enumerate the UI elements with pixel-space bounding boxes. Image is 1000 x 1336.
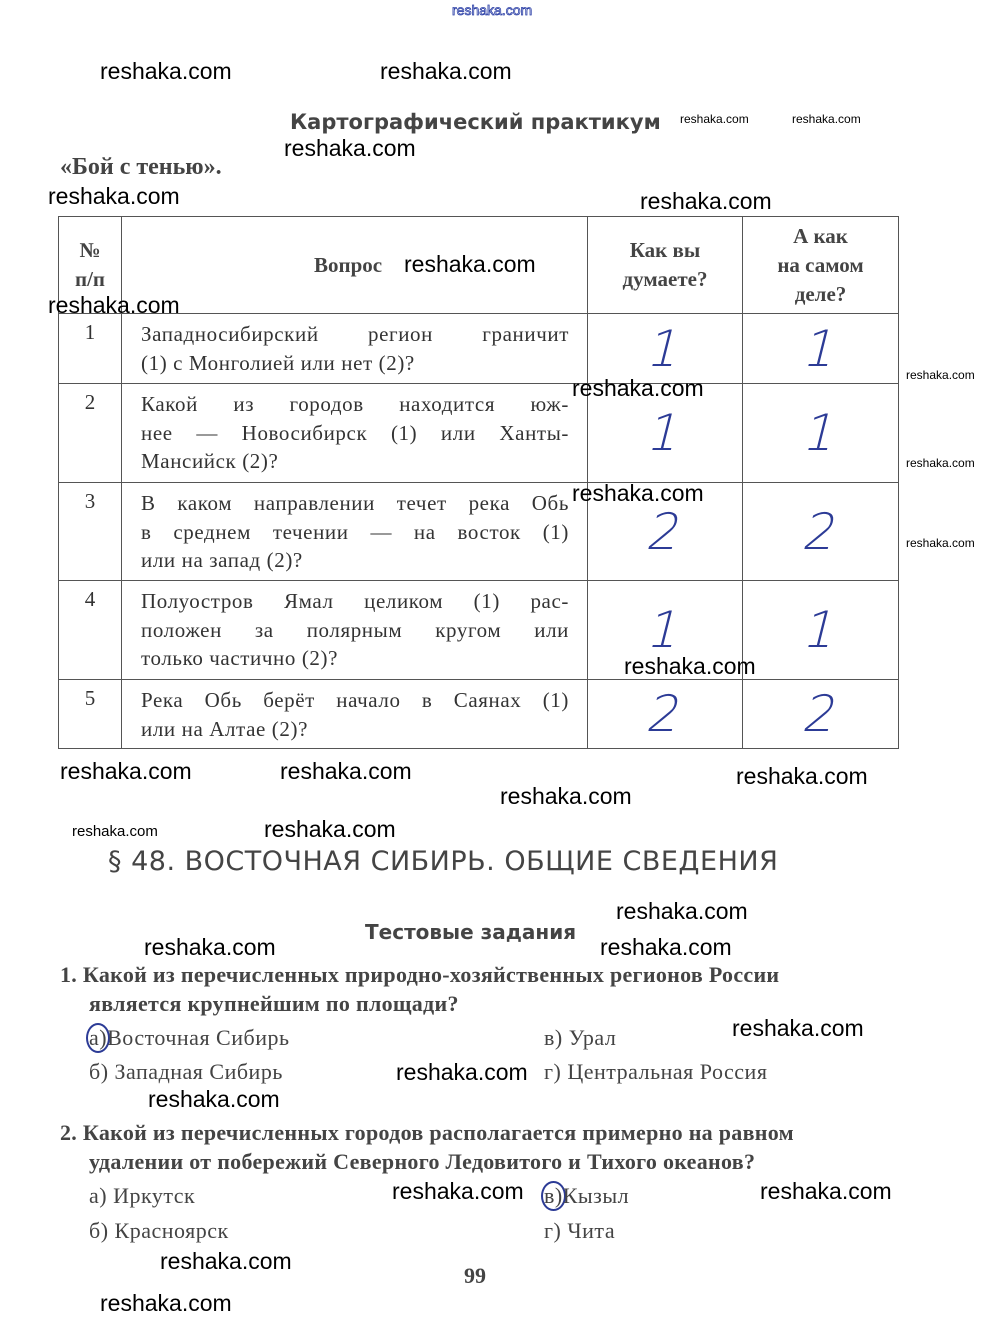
- header-num-line: №: [79, 238, 101, 262]
- questions-table: [58, 216, 899, 749]
- watermark: reshaka.com: [380, 58, 512, 84]
- option-letter: б): [89, 1218, 109, 1243]
- watermark: reshaka.com: [736, 763, 868, 789]
- handwritten-answer: 1: [797, 404, 844, 462]
- watermark: reshaka.com: [732, 1015, 864, 1041]
- watermark: reshaka.com: [160, 1248, 292, 1274]
- watermark: reshaka.com: [392, 1178, 524, 1204]
- option-letter: а): [89, 1183, 108, 1208]
- header-actual: [743, 217, 899, 314]
- option-2b[interactable]: [89, 1218, 229, 1244]
- question-line: В каком направлении течет река Обь: [141, 491, 569, 515]
- question-line: положен за полярным кругом или: [141, 617, 569, 642]
- option-2v[interactable]: [544, 1183, 629, 1209]
- question-cell: [122, 314, 588, 384]
- watermark: reshaka.com: [100, 1290, 232, 1316]
- actual-cell: [743, 384, 899, 483]
- option-text: Чита: [567, 1218, 616, 1243]
- guess-cell: [588, 680, 743, 749]
- option-letter: в): [544, 1025, 563, 1050]
- watermark: reshaka.com: [572, 375, 704, 401]
- row-number: 2: [59, 384, 122, 483]
- question-line: Западносибирский регион граничит: [141, 322, 569, 346]
- watermark: reshaka.com: [500, 783, 632, 809]
- watermark: reshaka.com: [148, 1086, 280, 1112]
- handwritten-answer: 1: [797, 319, 844, 378]
- question-line: Река Обь берёт начало в Саянах (1): [141, 688, 569, 712]
- handwritten-answer: 2: [797, 685, 844, 743]
- option-1b[interactable]: [89, 1059, 283, 1085]
- page-number: 99: [464, 1263, 486, 1288]
- table-row: [59, 384, 899, 483]
- watermark: reshaka.com: [60, 758, 192, 784]
- question-line: или на запад (2)?: [141, 548, 303, 572]
- watermark: reshaka.com: [452, 2, 533, 18]
- actual-cell: [743, 314, 899, 384]
- header-num-line: п/п: [74, 267, 106, 291]
- question-line: Какой из городов находится юж-: [141, 392, 569, 416]
- question-1-line: 1. Какой из перечисленных природно-хозяйственных регионов России: [60, 962, 780, 987]
- table-row: [59, 314, 899, 384]
- watermark: reshaka.com: [72, 823, 158, 840]
- handwritten-answer: 1: [641, 404, 689, 462]
- tests-title: Тестовые задания: [365, 920, 577, 944]
- watermark: reshaka.com: [760, 1178, 892, 1204]
- option-1v[interactable]: [544, 1025, 616, 1051]
- option-1g[interactable]: [544, 1059, 767, 1085]
- option-letter: г): [544, 1218, 562, 1243]
- option-text: Красноярск: [114, 1218, 229, 1243]
- practicum-title: Картографический практикум: [290, 110, 661, 134]
- watermark: reshaka.com: [284, 135, 416, 161]
- question-2-line: удалении от побережий Северного Ледовитого и Тихого океанов?: [89, 1149, 756, 1174]
- option-text: Центральная Россия: [567, 1059, 768, 1084]
- watermark: reshaka.com: [616, 898, 748, 924]
- watermark: reshaka.com: [264, 816, 396, 842]
- header-guess: [588, 217, 743, 314]
- header-line: Как вы: [629, 238, 701, 262]
- watermark: reshaka.com: [280, 758, 412, 784]
- option-text: Кызыл: [562, 1183, 630, 1208]
- handwritten-answer: 2: [641, 685, 689, 743]
- question-line: (1) с Монголией или нет (2)?: [141, 350, 415, 375]
- question-cell: [122, 483, 588, 581]
- watermark: reshaka.com: [906, 456, 975, 470]
- header-line: А как: [793, 223, 848, 248]
- actual-cell: [743, 483, 899, 581]
- question-line: Мансийск (2)?: [141, 449, 279, 473]
- question-1-line: является крупнейшим по площади?: [89, 991, 459, 1016]
- handwritten-answer: 1: [641, 319, 689, 378]
- question-line: нее — Новосибирск (1) или Ханты-: [141, 420, 569, 445]
- exercise-subtitle: «Бой с тенью».: [60, 154, 222, 180]
- option-text: Урал: [568, 1025, 617, 1050]
- watermark: reshaka.com: [600, 934, 732, 960]
- watermark: reshaka.com: [396, 1059, 528, 1085]
- watermark: reshaka.com: [640, 188, 772, 214]
- option-text: Иркутск: [113, 1183, 196, 1208]
- row-number: 4: [59, 581, 122, 680]
- question-line: только частично (2)?: [141, 646, 339, 670]
- header-line: на самом: [777, 252, 864, 277]
- header-line: деле?: [794, 281, 847, 306]
- selected-circle: в): [541, 1181, 566, 1211]
- watermark: reshaka.com: [100, 58, 232, 84]
- section-title: § 48. ВОСТОЧНАЯ СИБИРЬ. ОБЩИЕ СВЕДЕНИЯ: [108, 846, 779, 877]
- option-2g[interactable]: [544, 1218, 615, 1244]
- row-number: 5: [59, 680, 122, 749]
- question-line: или на Алтае (2)?: [141, 716, 308, 741]
- watermark: reshaka.com: [624, 653, 756, 679]
- option-text: Восточная Сибирь: [107, 1025, 290, 1050]
- question-cell: [122, 581, 588, 680]
- row-number: 1: [59, 314, 122, 384]
- option-2a[interactable]: [89, 1183, 195, 1209]
- header-question: Вопрос: [122, 217, 588, 314]
- guess-cell: [588, 314, 743, 384]
- watermark: reshaka.com: [906, 536, 975, 550]
- question-line: в среднем течении — на восток (1): [141, 519, 569, 544]
- option-letter: г): [544, 1059, 562, 1084]
- table-row: [59, 483, 899, 581]
- row-number: 3: [59, 483, 122, 581]
- actual-cell: [743, 680, 899, 749]
- watermark: reshaka.com: [48, 292, 180, 318]
- watermark: reshaka.com: [48, 183, 180, 209]
- watermark: reshaka.com: [906, 368, 975, 382]
- watermark: reshaka.com: [792, 112, 861, 126]
- option-text: Западная Сибирь: [114, 1059, 283, 1084]
- handwritten-answer: 1: [797, 601, 844, 659]
- question-2-line: 2. Какой из перечисленных городов располагается примерно на равном: [60, 1120, 794, 1145]
- watermark: reshaka.com: [572, 480, 704, 506]
- handwritten-answer: 1: [641, 601, 689, 659]
- handwritten-answer: 2: [797, 502, 844, 561]
- selected-circle: а): [86, 1023, 110, 1053]
- question-cell: [122, 680, 588, 749]
- handwritten-answer: 2: [641, 502, 689, 561]
- watermark: reshaka.com: [680, 112, 749, 126]
- table-row: [59, 680, 899, 749]
- header-line: думаете?: [622, 267, 708, 291]
- question-cell: [122, 384, 588, 483]
- table-row: [59, 581, 899, 680]
- option-letter: б): [89, 1059, 109, 1084]
- question-line: Полуостров Ямал целиком (1) рас-: [141, 589, 569, 613]
- watermark: reshaka.com: [144, 934, 276, 960]
- watermark: reshaka.com: [404, 251, 536, 277]
- actual-cell: [743, 581, 899, 680]
- option-1a[interactable]: [89, 1025, 290, 1051]
